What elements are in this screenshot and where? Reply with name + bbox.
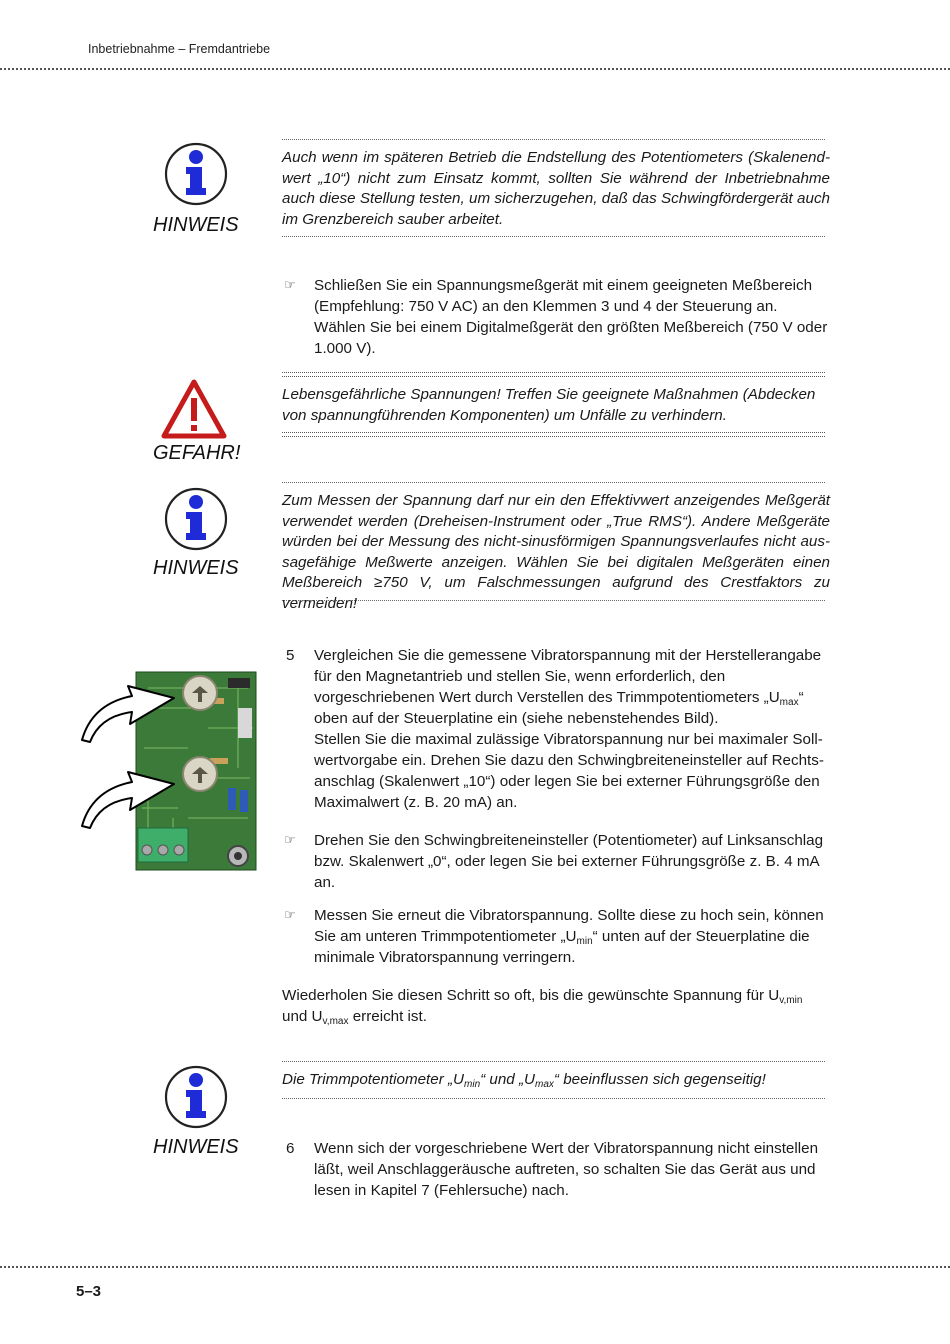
step-turn-potentiometer: Drehen Sie den Schwingbreiteneinsteller (Potentiometer) auf Linksanschlag bzw. Skalenwert „0“, oder legen Sie bei externer Führungsgröße z. B. 4 mA an. (314, 832, 824, 891)
note3-umin-subscript: min (464, 1079, 481, 1090)
repeat-paragraph (282, 985, 828, 1027)
info-icon (164, 142, 228, 206)
danger-note: Lebensgefährliche Spannungen! Treffen Sie geeignete Maßnahmen (Abdecken von spannungführenden Komponenten) um Unfälle zu verhindern. (282, 386, 816, 424)
danger-triangle-icon (160, 378, 228, 440)
repeat-part-a: Wiederholen Sie diesen Schritt so oft, bis die gewünschte Spannung für U (282, 987, 780, 1004)
control-board-photo (78, 668, 260, 872)
umin-subscript: min (576, 936, 593, 947)
info-icon (164, 487, 228, 551)
step-5-part-a: Vergleichen Sie die gemessene Vibratorspannung mit der Herstellerangabe für den Magnetantrieb und stellen Sie, wenn erforderlich, den vorgeschriebenen Wert durch Verstellen des Trimmpotentiometers „U (314, 647, 822, 706)
note-rule-top (282, 1061, 825, 1062)
step-6-text: Wenn sich der vorgeschriebene Wert der Vibratorspannung nicht einstellen läßt, weil Anschlaggeräusche auftreten, so schalten Sie das Gerät aus und lesen in Kapitel 7 (Fehlersuche) nach. (314, 1140, 819, 1199)
note-rule-top (282, 482, 825, 483)
info-icon (164, 1065, 228, 1129)
note3-part-a: Die Trimmpotentiometer „U (282, 1071, 465, 1088)
note-rule-top (282, 139, 825, 140)
step-5-part-c: Stellen Sie die maximal zulässige Vibratorspannung nur bei maximaler Sollwertvorgabe ein. Drehen Sie dazu den Schwingbreiteneinsteller auf Rechtsanschlag (Skalenwert „10“) oder legen Sie bei externer Führungsgröße den Maximalwert (z. B. 20 mA) an. (314, 731, 824, 811)
hinweis-label: HINWEIS (153, 557, 239, 579)
umax-subscript: max (779, 697, 799, 708)
gefahr-label: GEFAHR! (153, 442, 241, 464)
danger-rule-bottom (282, 432, 825, 437)
step-5-text (314, 645, 828, 813)
hinweis-note-rms: Zum Messen der Spannung darf nur ein den Effektivwert anzeigendes Meßgerät verwendet werden (Dreheisen-Instrument oder „True RMS“). Andere Meßgeräte würden bei der Messung des nicht-sinusförmigen Spannungsverlaufes nicht aussagefähige Meßwerte anzeigen. Wählen Sie bei digitalen Meßgeräten einen Meßbereich ≥750 V, um Falschmessungen aufgrund des Crestfaktors zu vermeiden! (282, 492, 830, 612)
measure-part-b: “ unten auf der Steuerplatine die minimale Vibratorspannung verringern. (314, 928, 810, 966)
hinweis-note-trimmpots (282, 1070, 830, 1091)
footer-rule (0, 1266, 950, 1268)
step-measure-again (314, 905, 828, 968)
note-rule-bottom (282, 600, 825, 601)
note-rule-bottom (282, 1098, 825, 1099)
step-5-part-b: “ oben auf der Steuerplatine ein (siehe nebenstehendes Bild). (314, 689, 804, 727)
hand-bullet-icon: ☞ (284, 907, 296, 922)
step-connect-meter: Schließen Sie ein Spannungsmeßgerät mit einem geeigneten Meßbereich (Empfehlung: 750 V AC) an den Klemmen 3 und 4 der Steuerung an. Wählen Sie bei einem Digitalmeßgerät den größten Meßbereich (750 V oder 1.000 V). (314, 277, 828, 357)
step-number-6: 6 (286, 1140, 295, 1157)
page-number: 5–3 (76, 1283, 102, 1300)
hand-bullet-icon: ☞ (284, 832, 296, 847)
hand-bullet-icon: ☞ (284, 277, 296, 292)
note3-part-c: “ beeinflussen sich gegenseitig! (553, 1071, 766, 1088)
uvmin-subscript: v,min (779, 995, 803, 1006)
note3-part-b: “ und „U (480, 1071, 536, 1088)
uvmax-subscript: v,max (322, 1016, 349, 1027)
note3-umax-subscript: max (535, 1079, 554, 1090)
danger-rule-top (282, 372, 825, 377)
hinweis-note-endstellung: Auch wenn im späteren Betrieb die Endstellung des Potentiometers (Skalenendwert „10“) nicht zum Einsatz kommt, sollten Sie während der Inbetriebnahme auch diese Stellung testen, um sicherzugehen, daß das Schwingfördergerät auch im Grenzbereich sauber arbeitet. (282, 149, 830, 228)
step-number-5: 5 (286, 647, 295, 664)
measure-part-a: Messen Sie erneut die Vibratorspannung. Sollte diese zu hoch sein, können Sie am unteren Trimmpotentiometer „U (314, 907, 824, 945)
header-rule (0, 68, 950, 70)
running-header: Inbetriebnahme – Fremdantriebe (88, 42, 271, 56)
repeat-part-c: erreicht ist. (348, 1008, 427, 1025)
note-rule-bottom (282, 236, 825, 237)
hinweis-label: HINWEIS (153, 1136, 239, 1158)
hinweis-label: HINWEIS (153, 214, 239, 236)
repeat-part-b: und U (282, 1008, 323, 1025)
